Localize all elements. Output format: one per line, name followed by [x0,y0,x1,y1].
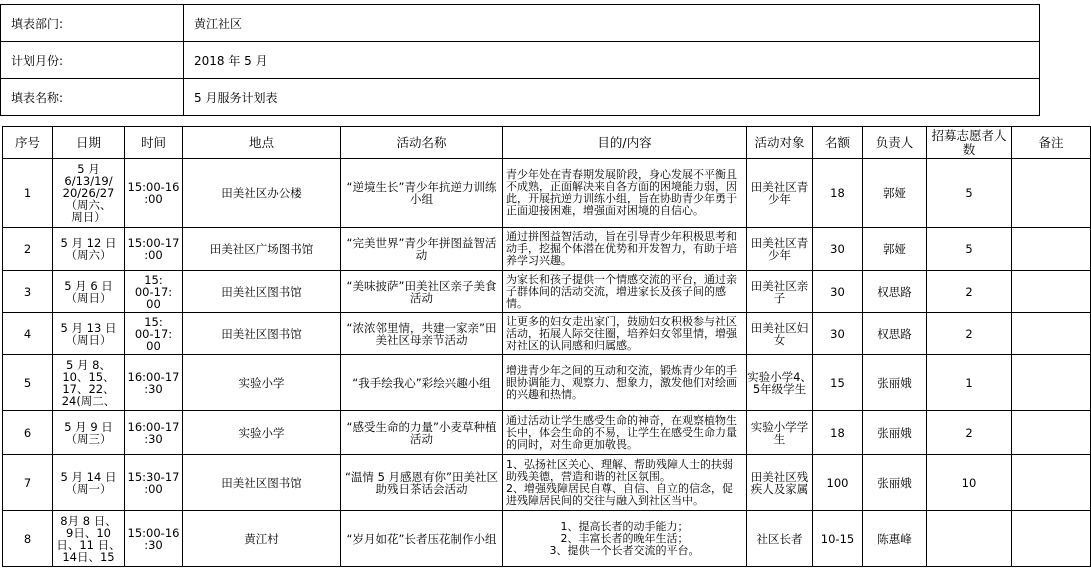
cell-note [1012,159,1091,228]
header-table [0,4,1040,116]
cell-volunteers [927,511,1012,567]
cell-quota: 10-15 [813,511,863,567]
cell-note [1012,271,1091,313]
cell-note [1012,511,1091,567]
cell-no: 1 [3,159,53,228]
cell-quota: 18 [813,159,863,228]
cell-time: 15:00-17 :00 [125,228,183,271]
cell-place: 实验小学 [183,355,341,411]
cell-place: 田美社区图书馆 [183,313,341,355]
cell-volunteers: 5 [927,228,1012,271]
cell-quota: 30 [813,228,863,271]
col-header-time: 时间 [125,127,183,159]
month-value: 2018 年 5 月 [184,42,1040,79]
cell-no: 4 [3,313,53,355]
cell-no: 6 [3,411,53,455]
cell-place: 黄江村 [183,511,341,567]
cell-date: 8月 8 日、 9日、10 日、11 日、 14日、15 [53,511,125,567]
cell-activity: “感受生命的力量”小麦草种植活动 [341,411,503,455]
cell-goal: 为家长和孩子提供一个情感交流的平台，通过亲子群体间的活动交流，增进家长及孩子间的感情。 [503,271,747,313]
cell-date: 5 月 12 日 （周六） [53,228,125,271]
cell-lead: 张丽娥 [863,455,927,511]
cell-lead: 张丽娥 [863,411,927,455]
cell-date: 5 月 14 日 （周一） [53,455,125,511]
month-label: 计划月份: [1,42,184,79]
cell-target: 实验小学学生 [747,411,813,455]
cell-volunteers: 5 [927,159,1012,228]
cell-goal: 让更多的妇女走出家门，鼓励妇女积极参与社区活动，拓展人际交往圈，培养妇女邻里情，增强对社区的认同感和归属感。 [503,313,747,355]
cell-date: 5 月 9 日 （周三） [53,411,125,455]
cell-time: 15:00-16 :00 [125,159,183,228]
col-header-volunteers: 招募志愿者人数 [927,127,1012,159]
col-header-date: 日期 [53,127,125,159]
cell-target: 田美社区青少年 [747,159,813,228]
table-row [3,355,1091,411]
col-header-quota: 名额 [813,127,863,159]
cell-volunteers: 2 [927,313,1012,355]
cell-quota: 18 [813,411,863,455]
cell-note [1012,455,1091,511]
cell-date: 5 月 6/13/19/ 20/26/27 （周六、 周日） [53,159,125,228]
col-header-lead: 负责人 [863,127,927,159]
header-row-dept [1,5,1040,42]
cell-note [1012,313,1091,355]
cell-quota: 100 [813,455,863,511]
cell-activity: “岁月如花”长者压花制作小组 [341,511,503,567]
col-header-place: 地点 [183,127,341,159]
cell-goal: 1、提高长者的动手能力； 2、丰富长者的晚年生活； 3、提供一个长者交流的平台。 [503,511,747,567]
cell-lead: 权思路 [863,313,927,355]
cell-volunteers: 2 [927,411,1012,455]
cell-note [1012,228,1091,271]
cell-no: 7 [3,455,53,511]
cell-no: 8 [3,511,53,567]
cell-quota: 30 [813,271,863,313]
col-header-note: 备注 [1012,127,1091,159]
table-row [3,511,1091,567]
header-row-month [1,42,1040,79]
cell-target: 田美社区青少年 [747,228,813,271]
cell-note [1012,411,1091,455]
cell-activity: “美味披萨”田美社区亲子美食活动 [341,271,503,313]
cell-activity: “温情 5 月感恩有你”田美社区助残日茶话会活动 [341,455,503,511]
service-plan-table [2,126,1091,567]
cell-lead: 陈惠峰 [863,511,927,567]
cell-goal: 1、弘扬社区关心、理解、帮助残障人士的扶弱助残美德，营造和谐的社区氛围。 2、增强残障居民自尊、自信、自立的信念，促进残障居民间的交往与融入到社区当中。 [503,455,747,511]
dept-label: 填表部门: [1,5,184,42]
header-row-form [1,79,1040,116]
cell-target: 社区长者 [747,511,813,567]
col-header-goal: 目的/内容 [503,127,747,159]
form-value: 5 月服务计划表 [184,79,1040,116]
cell-no: 3 [3,271,53,313]
cell-goal: 青少年处在青春期发展阶段，身心发展不平衡且不成熟，正面解决来自各方面的困境能力弱，因此，开展抗逆力训练小组，旨在协助青少年勇于正面迎接困难，增强面对困境的自信心。 [503,159,747,228]
cell-volunteers: 1 [927,355,1012,411]
cell-time: 15: 00-17: 00 [125,313,183,355]
cell-place: 实验小学 [183,411,341,455]
table-row [3,455,1091,511]
cell-lead: 张丽娥 [863,355,927,411]
cell-target: 田美社区残疾人及家属 [747,455,813,511]
cell-place: 田美社区图书馆 [183,271,341,313]
cell-activity: “逆境生长”青少年抗逆力训练小组 [341,159,503,228]
dept-value: 黄江社区 [184,5,1040,42]
cell-quota: 30 [813,313,863,355]
table-header-row [3,127,1091,159]
form-label: 填表名称: [1,79,184,116]
cell-place: 田美社区广场图书馆 [183,228,341,271]
cell-time: 15:00-16 :30 [125,511,183,567]
cell-place: 田美社区办公楼 [183,159,341,228]
cell-goal: 通过活动让学生感受生命的神奇，在观察植物生长中，体会生命的不易，让学生在感受生命力量的同时，对生命更加敬畏。 [503,411,747,455]
cell-lead: 权思路 [863,271,927,313]
cell-no: 2 [3,228,53,271]
cell-place: 田美社区图书馆 [183,455,341,511]
table-row [3,228,1091,271]
table-row [3,271,1091,313]
cell-target: 田美社区妇女 [747,313,813,355]
table-row [3,159,1091,228]
col-header-no: 序号 [3,127,53,159]
cell-no: 5 [3,355,53,411]
cell-time: 16:00-17 :30 [125,411,183,455]
cell-note [1012,355,1091,411]
cell-date: 5 月 6 日 （周日） [53,271,125,313]
cell-activity: “完美世界”青少年拼图益智活动 [341,228,503,271]
cell-time: 16:00-17 :30 [125,355,183,411]
cell-volunteers: 2 [927,271,1012,313]
cell-time: 15: 00-17: 00 [125,271,183,313]
cell-time: 15:30-17 :00 [125,455,183,511]
cell-date: 5 月 8、 10、15、 17、22、 24(周二、 [53,355,125,411]
cell-target: 田美社区亲子 [747,271,813,313]
cell-quota: 15 [813,355,863,411]
cell-lead: 郭娅 [863,228,927,271]
cell-goal: 增进青少年之间的互动和交流，锻炼青少年的手眼协调能力、观察力、想象力，激发他们对绘画的兴趣和热情。 [503,355,747,411]
cell-goal: 通过拼图益智活动，旨在引导青少年积极思考和动手，挖掘个体潜在优势和开发智力，有助于培养学习兴趣。 [503,228,747,271]
table-row [3,411,1091,455]
col-header-target: 活动对象 [747,127,813,159]
col-header-activity: 活动名称 [341,127,503,159]
cell-lead: 郭娅 [863,159,927,228]
cell-volunteers: 10 [927,455,1012,511]
table-row [3,313,1091,355]
cell-date: 5 月 13 日 （周日） [53,313,125,355]
cell-activity: “浓浓邻里情，共建一家亲”田美社区母亲节活动 [341,313,503,355]
cell-activity: “我手绘我心”彩绘兴趣小组 [341,355,503,411]
cell-target: 实验小学4、5年级学生 [747,355,813,411]
